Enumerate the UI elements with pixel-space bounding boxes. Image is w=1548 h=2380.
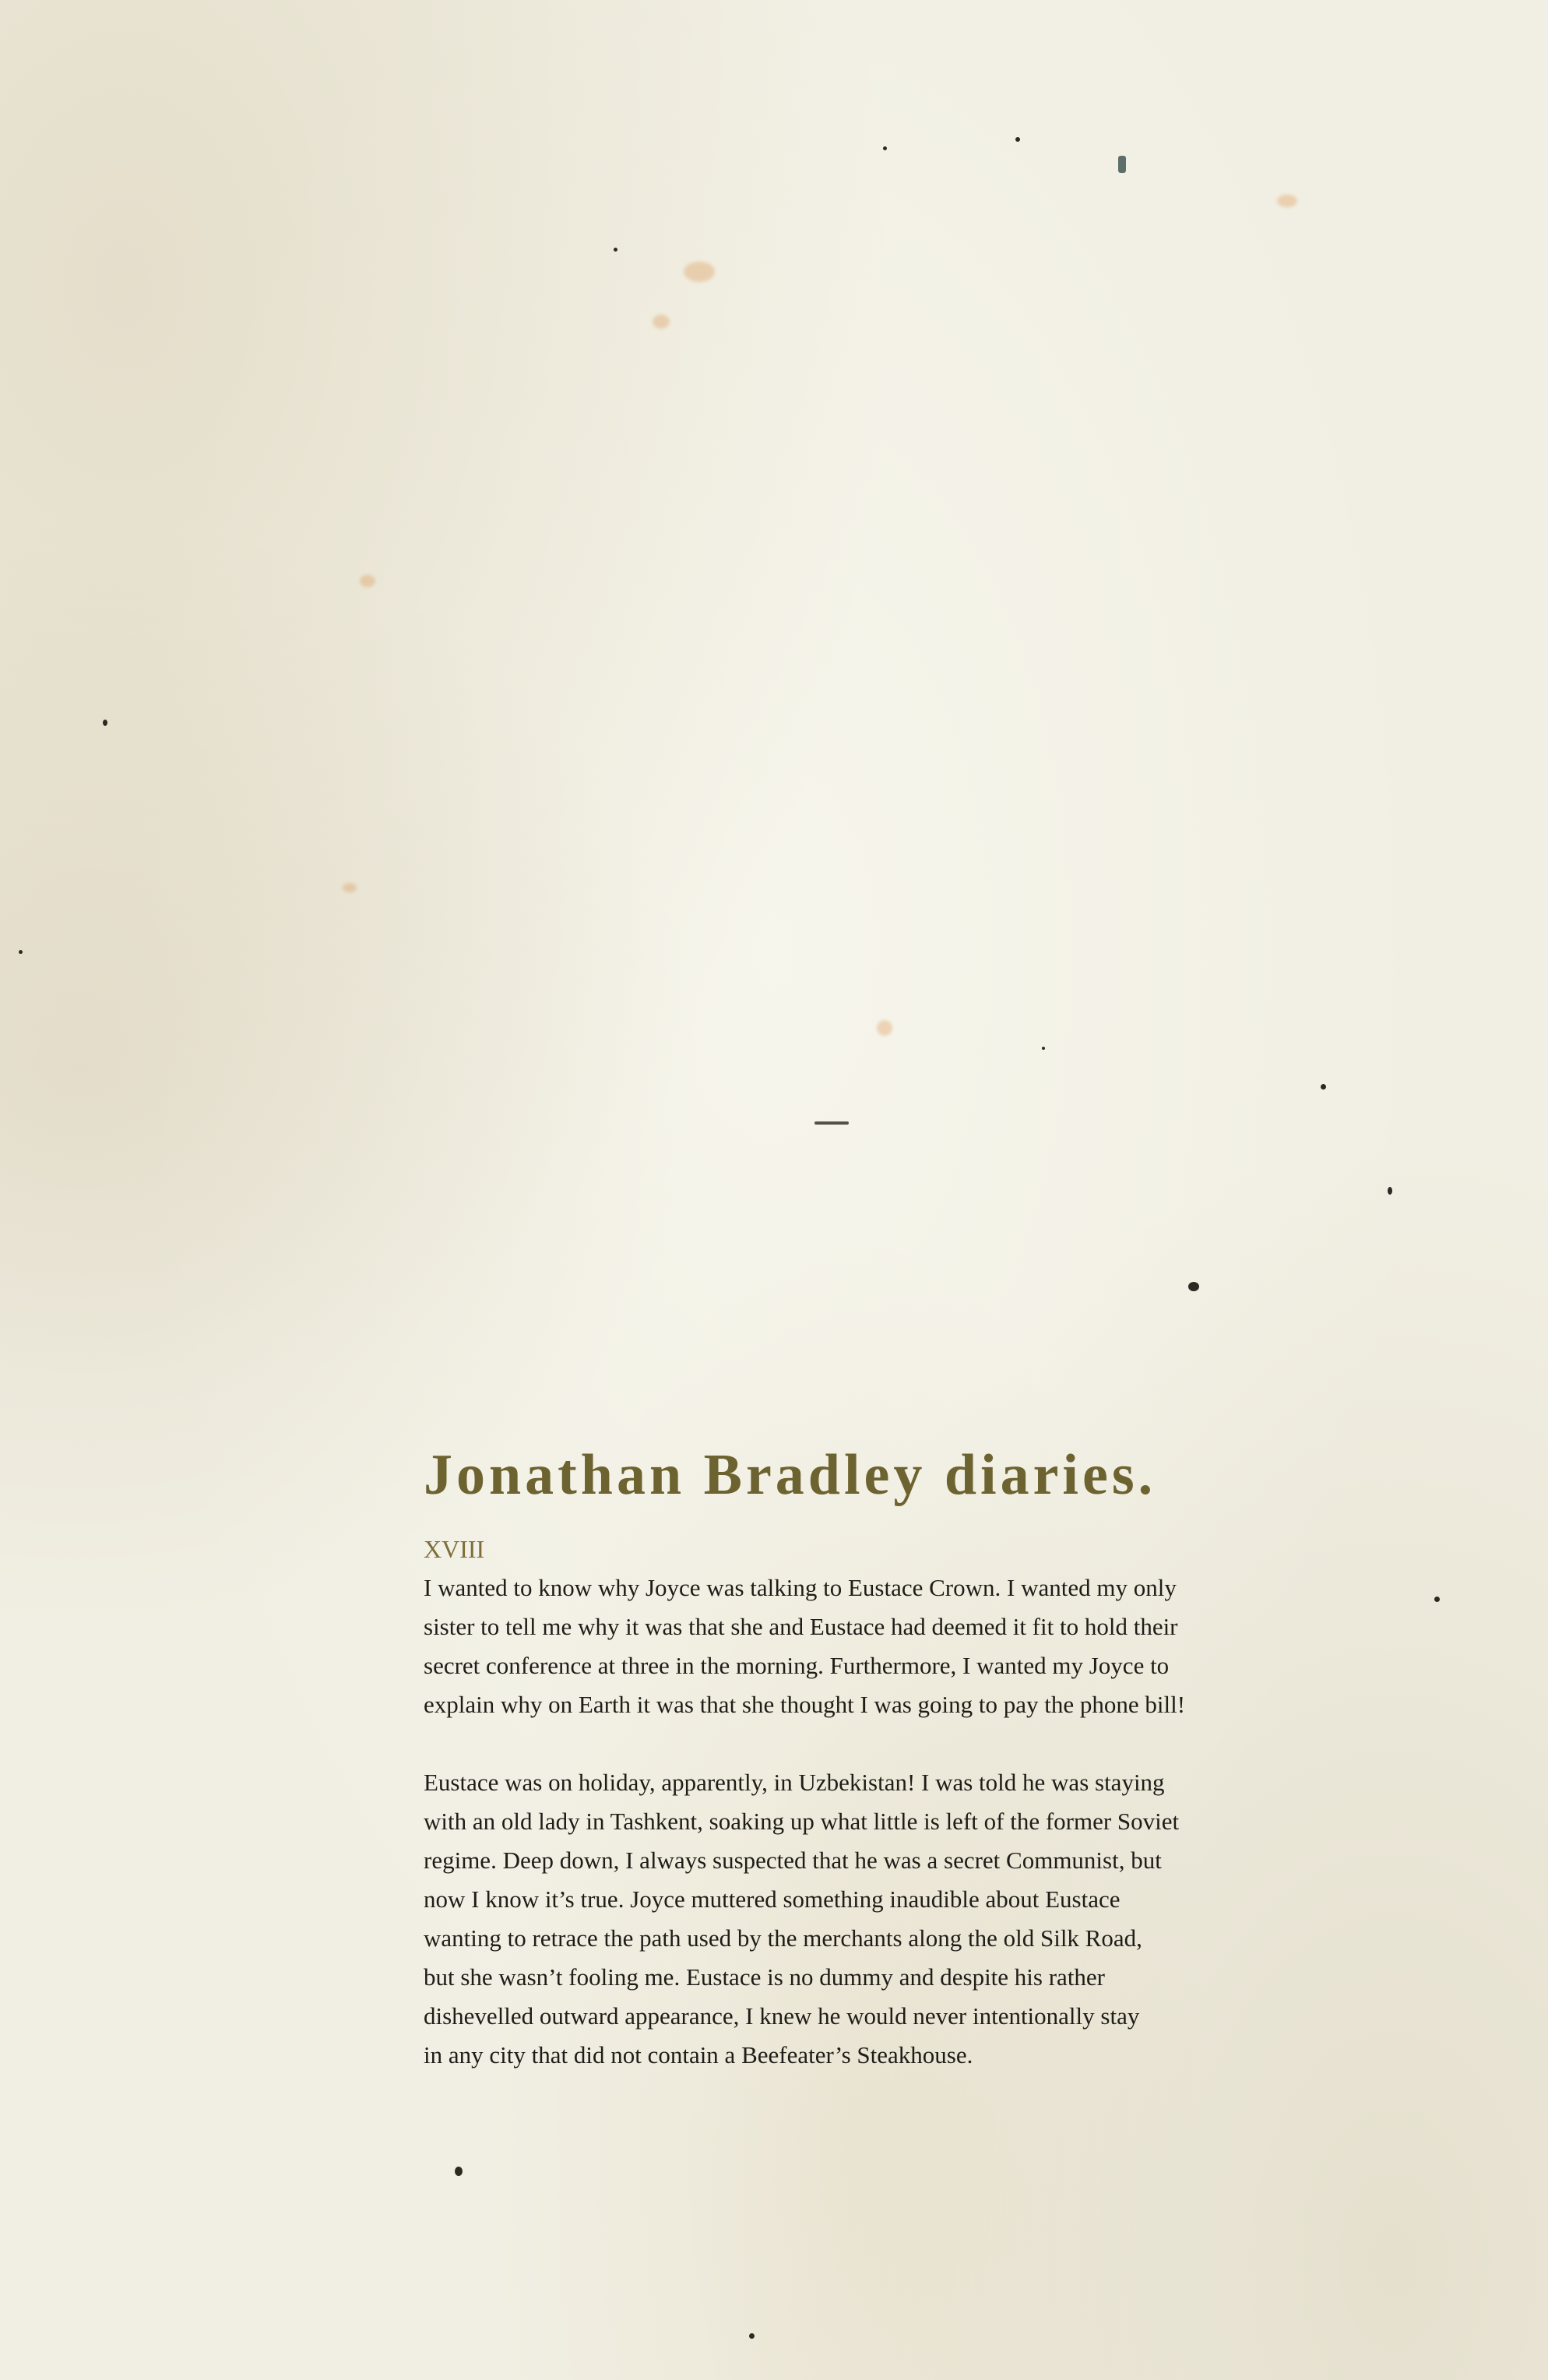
text-line: with an old lady in Tashkent, soaking up what little is left of the former Soviet xyxy=(424,1808,1180,1836)
paper-speck xyxy=(455,2167,463,2176)
text-line: in any city that did not contain a Beefeater’s Steakhouse. xyxy=(424,2041,973,2069)
text-line: secret conference at three in the morning. Furthermore, I wanted my Joyce to xyxy=(424,1652,1170,1680)
paper-speck xyxy=(883,146,887,150)
paper-speck xyxy=(814,1121,849,1125)
paper-stain xyxy=(653,315,670,329)
diary-entry xyxy=(424,1441,1303,2075)
text-line: explain why on Earth it was that she thought I was going to pay the phone bill! xyxy=(424,1691,1186,1719)
paper-speck xyxy=(749,2333,755,2339)
paragraph-1 xyxy=(424,1568,1303,1724)
paper-speck xyxy=(103,720,107,726)
text-line: sister to tell me why it was that she and Eustace had deemed it fit to hold their xyxy=(424,1613,1178,1641)
paper-speck xyxy=(1015,137,1020,142)
paper-speck xyxy=(1434,1597,1440,1602)
paper-speck xyxy=(1042,1047,1045,1050)
paper-speck xyxy=(1321,1084,1326,1090)
diary-title: Jonathan Bradley diaries. xyxy=(424,1443,1157,1507)
paragraph-2 xyxy=(424,1763,1303,2075)
text-line: wanting to retrace the path used by the merchants along the old Silk Road, xyxy=(424,1924,1142,1952)
text-line: now I know it’s true. Joyce muttered something inaudible about Eustace xyxy=(424,1885,1121,1914)
paper-stain xyxy=(684,262,715,282)
paper-stain xyxy=(1277,195,1297,207)
text-line: Eustace was on holiday, apparently, in Uzbekistan! I was told he was staying xyxy=(424,1769,1165,1797)
paper-speck xyxy=(614,248,617,252)
text-line: I wanted to know why Joyce was talking to Eustace Crown. I wanted my only xyxy=(424,1574,1177,1602)
paper-stain xyxy=(877,1020,892,1036)
text-line: but she wasn’t fooling me. Eustace is no dummy and despite his rather xyxy=(424,1963,1106,1991)
text-line: regime. Deep down, I always suspected that he was a secret Communist, but xyxy=(424,1847,1162,1875)
paper-speck xyxy=(1388,1187,1392,1195)
paper-stain xyxy=(360,575,375,587)
paper-speck xyxy=(1188,1282,1199,1291)
paper-speck xyxy=(19,950,23,954)
paper-stain xyxy=(343,883,357,892)
text-line: dishevelled outward appearance, I knew he would never intentionally stay xyxy=(424,2002,1140,2030)
chapter-number: XVIII xyxy=(424,1534,485,1563)
paper-speck xyxy=(1118,156,1126,173)
